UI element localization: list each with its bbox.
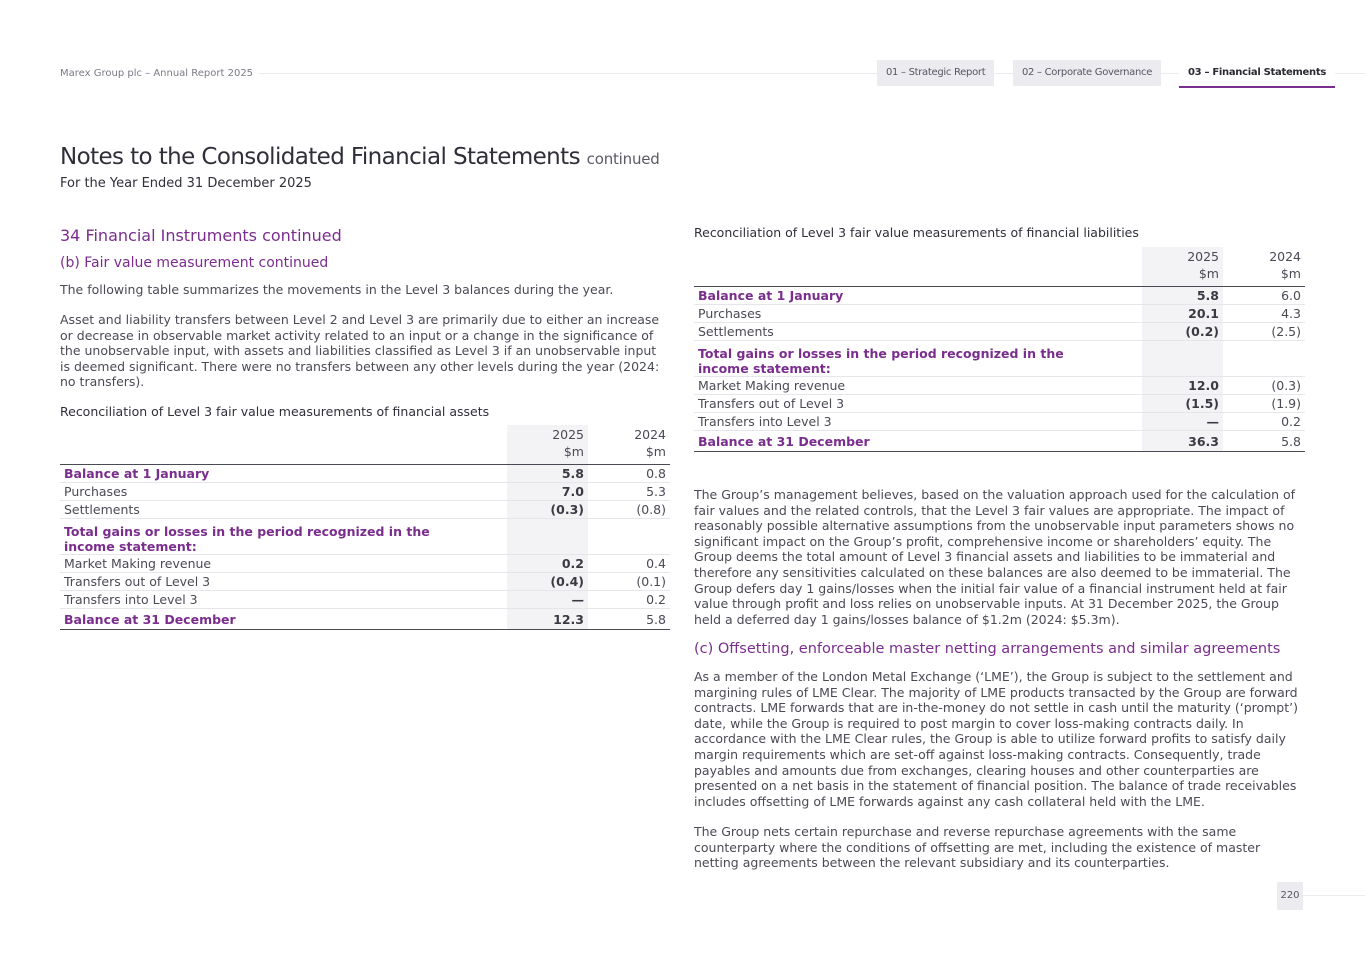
sub-heading-c: (c) Offsetting, enforceable master netting arrangements and similar agreements: [694, 641, 1281, 657]
assets-table-corner-2: [60, 444, 507, 465]
value-2024: (0.3): [1223, 377, 1305, 395]
table-section-row: [694, 341, 1305, 377]
table-row: [694, 377, 1305, 395]
row-label: Purchases: [694, 305, 1142, 323]
value-2025: 20.1: [1142, 305, 1223, 323]
table-row: [60, 465, 670, 483]
page-title-suffix: continued: [586, 150, 660, 168]
page-title: [60, 144, 660, 170]
value-2025: 7.0: [507, 483, 588, 501]
value-2025: —: [1142, 413, 1223, 431]
row-label: Transfers out of Level 3: [60, 573, 507, 591]
table-row: [694, 305, 1305, 323]
row-label: Balance at 1 January: [694, 287, 1142, 305]
value-2024: 5.3: [588, 483, 670, 501]
netting-paragraph: The Group nets certain repurchase and reverse repurchase agreements with the same counterparty where the conditions of offsetting are met, including the existence of master netting agreements between the relevant subsidiary and its counterparties.: [694, 824, 1261, 871]
liabilities-col-2025: 2025: [1142, 247, 1223, 266]
assets-unit-2024: $m: [588, 444, 670, 465]
value-2024: (2.5): [1223, 323, 1305, 341]
table-row: [60, 483, 670, 501]
section-heading-suffix: continued: [262, 226, 342, 245]
value-2024: 5.8: [588, 609, 670, 630]
page-title-main: Notes to the Consolidated Financial Statements: [60, 144, 580, 170]
sub-heading-b-suffix: continued: [258, 255, 329, 271]
value-2024: (1.9): [1223, 395, 1305, 413]
liabilities-table-unit-row: [694, 266, 1305, 287]
value-2024: 0.2: [588, 591, 670, 609]
value-2025: (0.3): [507, 501, 588, 519]
value-2024: (0.8): [588, 501, 670, 519]
section-heading: [60, 226, 342, 245]
footer-rule: [1303, 895, 1365, 896]
liabilities-unit-2024: $m: [1223, 266, 1305, 287]
value-2024: 6.0: [1223, 287, 1305, 305]
assets-table-corner: [60, 425, 507, 444]
value-2025: 12.0: [1142, 377, 1223, 395]
value-2025: 36.3: [1142, 431, 1223, 452]
liabilities-col-2024: 2024: [1269, 249, 1301, 264]
assets-unit-2025: $m: [507, 444, 588, 465]
assets-col-2025: 2025: [507, 425, 588, 444]
transfers-paragraph: Asset and liability transfers between Level 2 and Level 3 are primarily due to either an increase or decrease in observable market activity related to an input or a change in the significance of the unobservable input, with assets and liabilities classified as Level 3 if an unobservable input is deemed significant. There were no transfers between any other levels during the year (2024: no transfers).: [60, 312, 660, 390]
table-row: [694, 395, 1305, 413]
page-number: 220: [1277, 882, 1303, 910]
table-total-row: [60, 609, 670, 630]
row-label: Balance at 31 December: [694, 431, 1142, 452]
sub-heading-b: [60, 255, 328, 271]
tab-corporate-governance[interactable]: 02 – Corporate Governance: [1013, 60, 1161, 86]
row-label: Transfers into Level 3: [694, 413, 1142, 431]
section-blank-2024: [588, 519, 670, 555]
report-title: Marex Group plc – Annual Report 2025: [60, 68, 259, 79]
table-row: [60, 555, 670, 573]
value-2025: 0.2: [507, 555, 588, 573]
intro-paragraph: The following table summarizes the movements in the Level 3 balances during the year.: [60, 282, 614, 297]
value-2024: 4.3: [1223, 305, 1305, 323]
value-2025: 12.3: [507, 609, 588, 630]
liabilities-table: [694, 247, 1305, 452]
row-label: Settlements: [60, 501, 507, 519]
value-2025: (1.5): [1142, 395, 1223, 413]
tab-financial-statements[interactable]: 03 – Financial Statements: [1179, 60, 1335, 88]
assets-table: [60, 425, 670, 630]
table-row: [60, 573, 670, 591]
section-blank-2025: [507, 519, 588, 555]
row-label: Market Making revenue: [694, 377, 1142, 395]
assets-col-2024: 2024: [634, 427, 666, 442]
assets-table-caption: Reconciliation of Level 3 fair value measurements of financial assets: [60, 404, 490, 419]
table-row: [60, 501, 670, 519]
tab-strategic-report[interactable]: 01 – Strategic Report: [877, 60, 994, 86]
assets-table-unit-row: [60, 444, 670, 465]
row-label: Balance at 31 December: [60, 609, 507, 630]
section-label: Total gains or losses in the period recognized in the income statement:: [60, 519, 507, 555]
value-2024: (0.1): [588, 573, 670, 591]
table-row: [694, 323, 1305, 341]
page-subtitle: For the Year Ended 31 December 2025: [60, 176, 312, 191]
value-2024: 0.2: [1223, 413, 1305, 431]
lme-paragraph: As a member of the London Metal Exchange (‘LME’), the Group is subject to the settlement and margining rules of LME Clear. The majority of LME products transacted by the Group are forward contracts. LME forwards that are in-the-money do not settle in cash until the maturity (‘prompt’) date, while the Group is required to post margin to cover loss-making contracts daily. In accordance with the LME Clear rules, the Group is able to utilize forward profits to satisfy daily margin requirements which are set-off against loss-making contracts. Consequently, trade payables and amounts due from exchanges, clearing houses and other counterparties are presented on a net basis in the statement of financial position. The balance of trade receivables includes offsetting of LME forwards against any cash collateral held with the LME.: [694, 669, 1298, 809]
value-2025: (0.2): [1142, 323, 1223, 341]
table-section-row: [60, 519, 670, 555]
section-label: Total gains or losses in the period recognized in the income statement:: [694, 341, 1142, 377]
table-row: [694, 287, 1305, 305]
section-blank-2024: [1223, 341, 1305, 377]
value-2024: 5.8: [1223, 431, 1305, 452]
liabilities-table-caption: Reconciliation of Level 3 fair value measurements of financial liabilities: [694, 225, 1139, 240]
row-label: Transfers into Level 3: [60, 591, 507, 609]
row-label: Purchases: [60, 483, 507, 501]
sub-heading-b-text: (b) Fair value measurement: [60, 255, 255, 271]
assets-table-year-row: [60, 425, 670, 444]
row-label: Market Making revenue: [60, 555, 507, 573]
section-heading-text: 34 Financial Instruments: [60, 226, 257, 245]
row-label: Settlements: [694, 323, 1142, 341]
table-row: [694, 413, 1305, 431]
row-label: Balance at 1 January: [60, 465, 507, 483]
table-row: [60, 591, 670, 609]
value-2024: 0.4: [588, 555, 670, 573]
value-2025: 5.8: [1142, 287, 1223, 305]
liabilities-table-corner-2: [694, 266, 1142, 287]
section-blank-2025: [1142, 341, 1223, 377]
value-2024: 0.8: [588, 465, 670, 483]
valuation-paragraph: The Group’s management believes, based on the valuation approach used for the calculation of fair values and the related controls, that the Level 3 fair values are appropriate. The impact of reasonably possible alternative assumptions from the unobservable input parameters shows no significant impact on the Group’s profit, comprehensive income or shareholders’ equity. The Group deems the total amount of Level 3 financial assets and liabilities to be immaterial and therefore any sensitivities calculated on these balances are also deemed to be immaterial. The Group defers day 1 gains/losses when the initial fair value of a financial instrument held at fair value through profit and loss relies on unobservable inputs. At 31 December 2025, the Group held a deferred day 1 gains/losses balance of $1.2m (2024: $5.3m).: [694, 487, 1296, 627]
value-2025: 5.8: [507, 465, 588, 483]
table-total-row: [694, 431, 1305, 452]
liabilities-table-year-row: [694, 247, 1305, 266]
liabilities-table-corner: [694, 247, 1142, 266]
value-2025: —: [507, 591, 588, 609]
row-label: Transfers out of Level 3: [694, 395, 1142, 413]
value-2025: (0.4): [507, 573, 588, 591]
liabilities-unit-2025: $m: [1142, 266, 1223, 287]
